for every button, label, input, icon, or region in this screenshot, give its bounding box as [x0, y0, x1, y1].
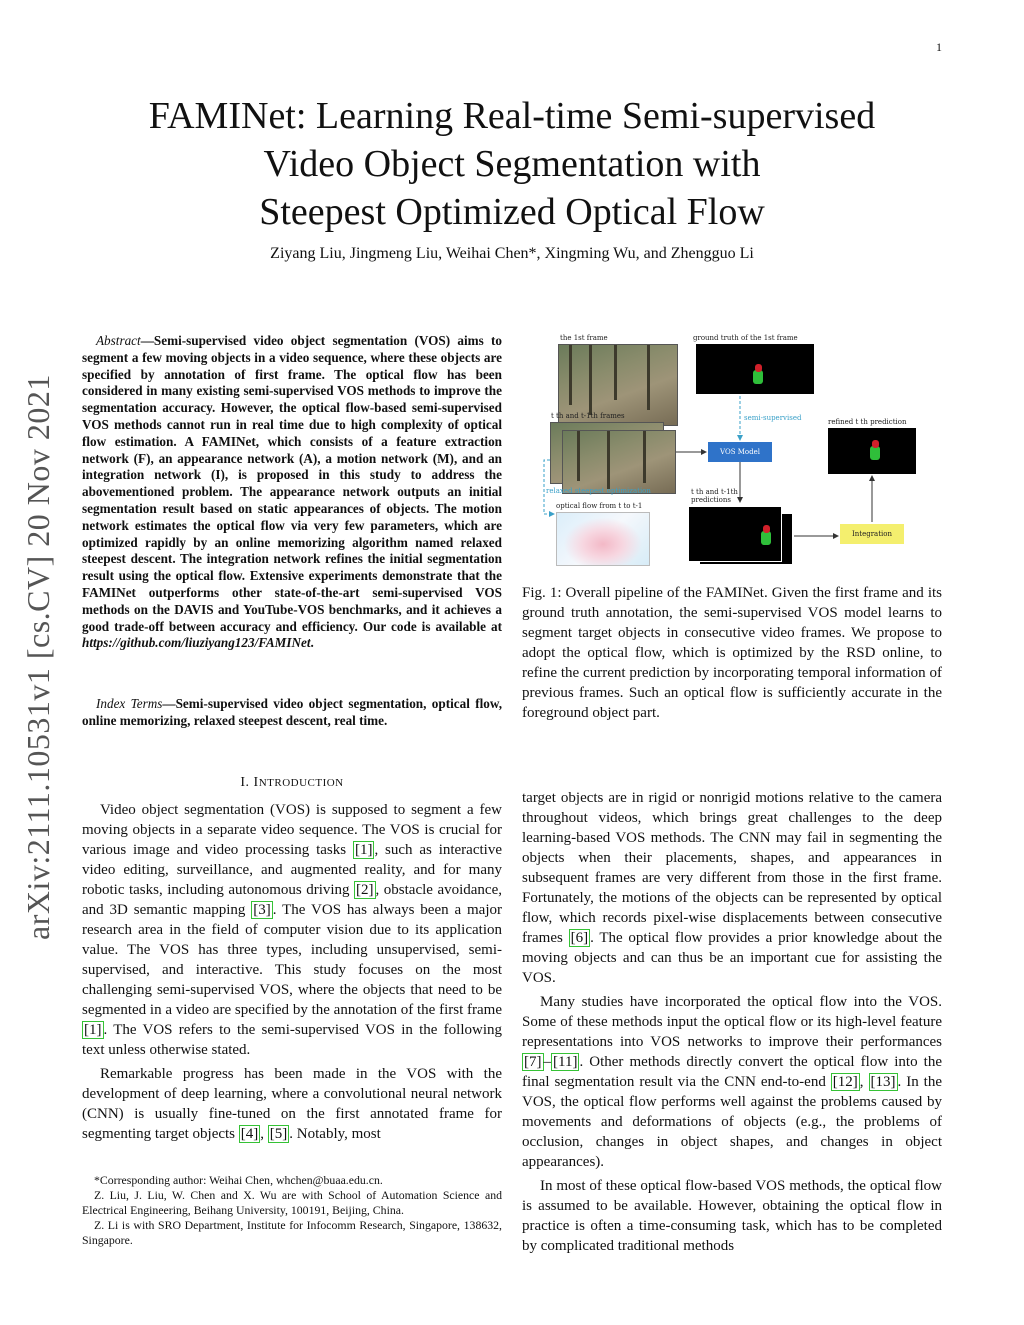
citation-link[interactable]: [1]: [84, 1022, 102, 1038]
abstract-text: —Semi-supervised video object segmentation (VOS) aims to segment a few moving objects in a video sequence, where these objects are specified by annotation of first frame. The optical flow has been considered in many existing semi-supervised VOS methods to improve the segmentation accuracy. However, the optical flow-based semi-supervised VOS methods cannot run in real time due to high complexity of optical flow estimation. A FAMINet, which consists of a feature extraction network (F), an appearance network (A), a motion network (M), and an integration network (I), is proposed in this study to address the abovementioned problem. The appearance network outputs an initial segmentation result based on static appearances of objects. The motion network estimates the optical flow via very few parameters, which are optimized rapidly by an online memorizing algorithm named relaxed steepest descent. The integration network refines the initial segmentation result using the optical flow. Extensive experiments demonstrate that the FAMINet outperforms other state-of-the-art semi-supervised VOS methods on the DAVIS and YouTube-VOS benchmarks, and it achieves a good trade-off between accuracy and efficiency. Our code is available at: [82, 333, 502, 634]
label-t-frames: t th and t-1th frames: [551, 412, 625, 420]
label-first-frame: the 1st frame: [560, 334, 608, 342]
paragraph: [82, 800, 502, 1060]
footnote: *Corresponding author: Weihai Chen, whchen@buaa.edu.cn.: [94, 1173, 383, 1187]
text-run: target objects are in rigid or nonrigid motions relative to the camera throughout videos, which brings great challenges to the deep learning-based VOS methods. The CNN may fail in segmenting the objects when their placements, shapes, and appearances in subsequent frames are very different from those in the first frame. Fortunately, the motions of the objects can be represented by optical flow, which records pixel-wise displacements between consecutive frames: [522, 790, 942, 946]
text-run: . Notably, most: [289, 1126, 381, 1142]
page-number: 1: [936, 40, 942, 54]
label-ground-truth: ground truth of the 1st frame: [693, 334, 798, 342]
index-terms-text: —Semi-supervised video object segmentation, optical flow, online memorizing, relaxed steepest descent, real time.: [82, 696, 502, 728]
section-heading: [82, 775, 502, 791]
abstract-label: Abstract: [96, 333, 141, 348]
title-line: Steepest Optimized Optical Flow: [259, 191, 765, 233]
label-predictions-line2: predictions: [691, 496, 731, 504]
citation-link[interactable]: [2]: [356, 882, 374, 898]
paragraph: In most of these optical flow-based VOS methods, the optical flow is assumed to be available. However, obtaining the optical flow in practice is often a time-consuming task, which has to be completed by complicated traditional methods: [522, 1178, 942, 1254]
text-run: . The optical flow provides a prior knowledge about the moving objects and can thus be an important cue for assisting the VOS.: [522, 930, 942, 986]
title-line: Video Object Segmentation with: [263, 143, 761, 185]
index-terms: [82, 696, 502, 730]
text-run: Remarkable progress has been made in the VOS with the development of deep learning, where a convolutional neural network (CNN) is usually fine-tuned on the first annotated frame for segmenting target objects: [82, 1066, 502, 1142]
citation-link[interactable]: [3]: [253, 902, 271, 918]
text-run: Many studies have incorporated the optical flow into the VOS. Some of these methods input the optical flow or its high-level feature representations into VOS networks to improve their performances: [522, 994, 942, 1050]
code-link[interactable]: https://github.com/liuziyang123/FAMINet: [82, 635, 311, 651]
arxiv-identifier: arXiv:2111.10531v1 [cs.CV] 20 Nov 2021: [20, 374, 56, 940]
text-run: . Other methods directly convert the optical flow into the final segmentation result via the CNN end-to-end: [522, 1054, 942, 1090]
text-run: ,: [260, 1126, 268, 1142]
label-optical-flow: optical flow from t to t-1: [556, 502, 643, 510]
citation-link[interactable]: [1]: [354, 842, 373, 858]
index-terms-label: Index Terms: [96, 696, 163, 711]
author-list: Ziyang Liu, Jingmeng Liu, Weihai Chen*, Xingming Wu, and Zhengguo Li: [270, 245, 754, 262]
paragraph: [82, 1064, 502, 1144]
text-run: . In the VOS, the optical flow performs well against the problems caused by movements and deformations of objects (e.g., the problems of occlusion, changes in object shapes, and changes in object appearances).: [522, 1074, 943, 1170]
text-run: , such as interactive video editing, surveillance, and augmented reality, and for many robotic tasks, including autonomous driving: [82, 842, 502, 898]
integration-box: Integration: [840, 524, 904, 544]
figure-pipeline: [538, 330, 948, 570]
text-run: –: [543, 1054, 551, 1070]
section-numeral: I.: [240, 775, 250, 790]
citation-link[interactable]: [13]: [870, 1074, 896, 1090]
footnote: Z. Li is with SRO Department, Institute for Infocomm Research, Singapore, 138632, Singapore.: [82, 1218, 502, 1247]
abstract: [82, 333, 502, 652]
paragraph: [522, 788, 942, 988]
figure-caption: Fig. 1: Overall pipeline of the FAMINet. Given the first frame and its ground truth annotation, the semi-supervised VOS model learns to segment target objects in consecutive video frames. We propose to adopt the optical flow, which is optimized by the RSD online, to refine the current prediction by incorporating temporal information of previous frames. Such an optical flow is sufficiently accurate in the foreground object part.: [522, 585, 942, 721]
text-run: . The VOS has always been a major research area in the field of computer vision due to its application value. The VOS has three types, including unsupervised, semi-supervised, and interactive. This study focuses on the most challenging semi-supervised VOS, where the objects that need to be segmented in a video are specified by the annotation of the first frame: [82, 902, 503, 1018]
paper-title: [90, 92, 934, 236]
label-refined-prediction: refined t th prediction: [828, 418, 907, 426]
right-column-body: [522, 788, 942, 1260]
paragraph: [522, 992, 942, 1172]
relaxed-optimization-arrow: [544, 460, 554, 514]
text-run: Video object segmentation (VOS) is supposed to segment a few moving objects in a separate video sequence. The VOS is crucial for various image and video processing tasks: [82, 802, 502, 858]
citation-link[interactable]: [6]: [570, 930, 589, 946]
abstract-end: .: [310, 635, 314, 651]
section-title-initial: I: [253, 775, 259, 790]
label-relaxed-steepest: relaxed steepest optimization: [546, 487, 651, 495]
footnotes: [82, 1173, 502, 1248]
label-predictions-line1: t th and t-1th: [691, 488, 738, 496]
text-run: ,: [859, 1074, 869, 1090]
citation-link[interactable]: [5]: [269, 1126, 288, 1142]
left-column-body: [82, 800, 502, 1148]
text-run: . The VOS refers to the semi-supervised VOS in the following text unless otherwise stated.: [82, 1022, 502, 1058]
text-run: , obstacle avoidance, and 3D semantic mapping: [82, 882, 502, 918]
footnote: Z. Liu, J. Liu, W. Chen and X. Wu are with School of Automation Science and Electrical Engineering, Beihang University, 100191, Beijing, China.: [82, 1188, 502, 1217]
label-semi-supervised: semi-supervised: [744, 414, 802, 422]
section-title-rest: NTRODUCTION: [258, 777, 344, 789]
citation-link[interactable]: [12]: [832, 1074, 858, 1090]
vos-model-box: VOS Model: [708, 442, 772, 462]
citation-link[interactable]: [11]: [553, 1054, 578, 1070]
title-line: FAMINet: Learning Real-time Semi-supervised: [148, 95, 876, 137]
citation-link[interactable]: [7]: [524, 1054, 542, 1070]
pipeline-arrows: [538, 330, 948, 570]
citation-link[interactable]: [4]: [240, 1126, 259, 1142]
